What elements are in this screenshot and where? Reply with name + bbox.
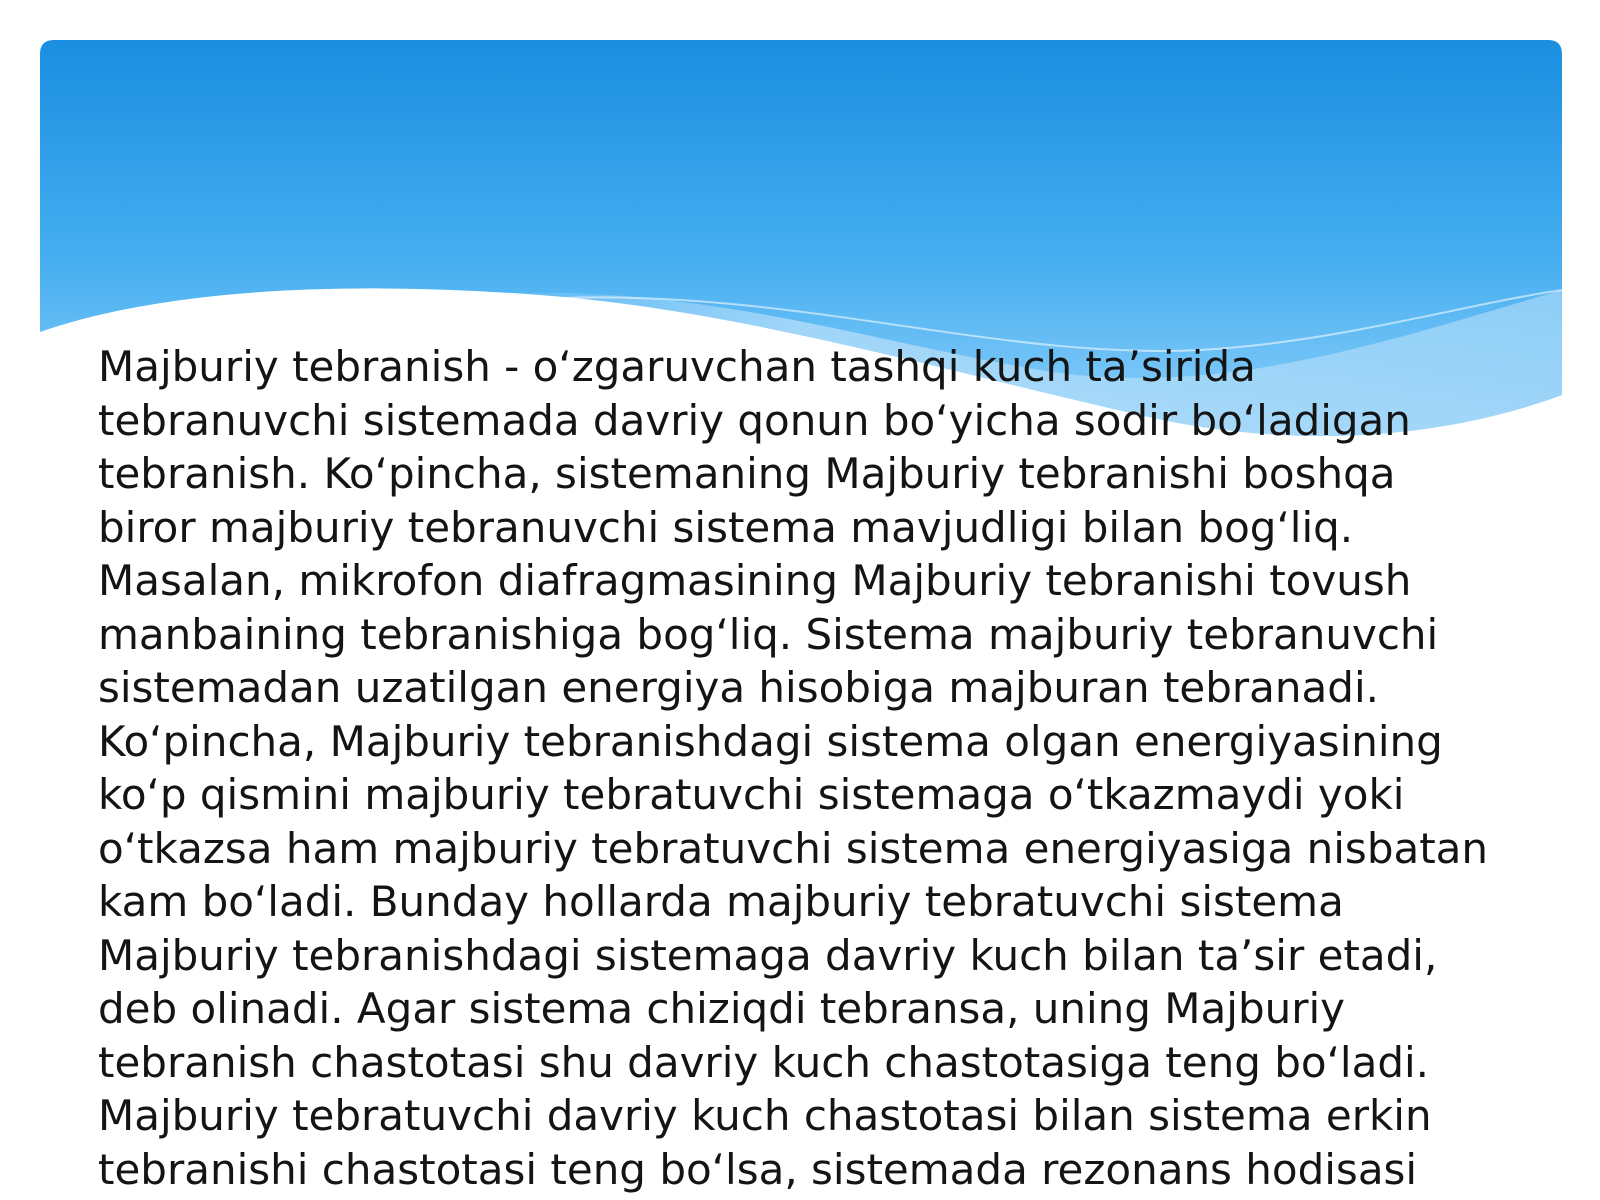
slide-body-text: Majburiy tebranish - o‘zgaruvchan tashqi kuch ta’sirida tebranuvchi sistemada davriy qonun bo‘yicha sodir bo‘ladigan tebranish. Ko‘pincha, sistemaning Majburiy tebranishi boshqa biror majburiy tebranuvchi sistema mavjudligi bilan bog‘liq. Masalan, mikrofon diafragmasining Majburiy tebranishi tovush manbaining tebranishiga bog‘liq. Sistema majburiy tebranuvchi sistemadan uzatilgan energiya hisobiga majburan tebranadi. Ko‘pincha, Majburiy tebranishdagi sistema olgan energiyasining ko‘p qismini majburiy tebratuvchi sistemaga o‘tkazmaydi yoki o‘tkazsa ham majburiy tebratuvchi sistema energiyasiga nisbatan kam bo‘ladi. Bunday hollarda majburiy tebratuvchi sistema Majburiy tebranishdagi sistemaga davriy kuch bilan ta’sir etadi, deb olinadi. Agar sistema chiziqdi tebransa, uning Majburiy tebranish chastotasi shu davriy kuch chastotasiga teng bo‘ladi. Majburiy tebratuvchi davriy kuch chastotasi bilan sistema erkin tebranishi chastotasi teng bo‘lsa, sistemada rezonans hodisasi xyxy=(98,342,1489,1194)
